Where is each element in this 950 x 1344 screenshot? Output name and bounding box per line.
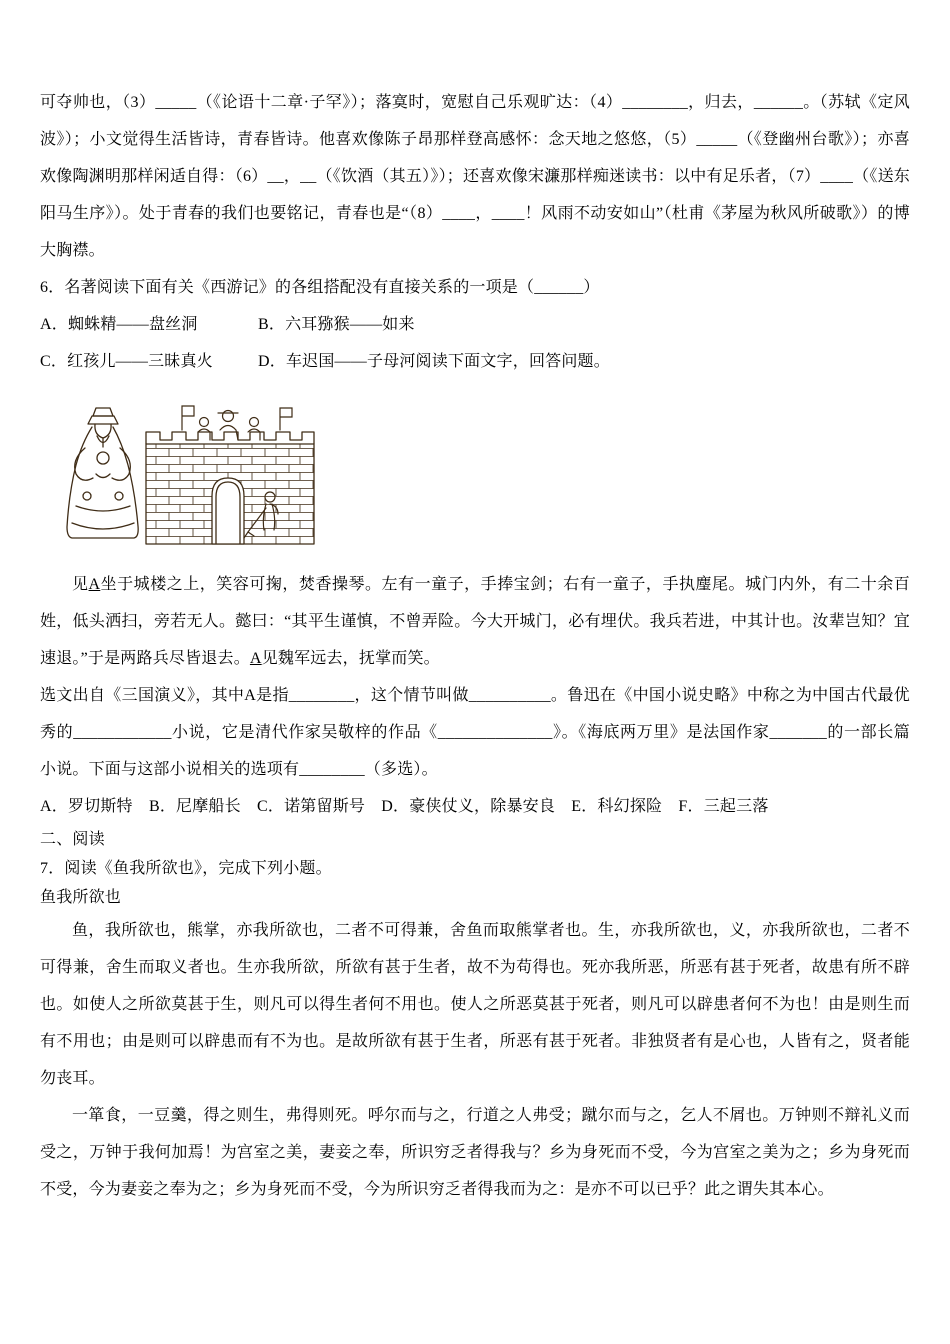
essay-title: 鱼我所欲也: [40, 889, 122, 906]
empty-fort-svg: [42, 400, 320, 550]
q6-options-row-2: [40, 343, 910, 380]
q6-option-d: D．车迟国——子母河阅读下面文字，回答问题。: [258, 353, 610, 370]
multi-select-options-line: A．罗切斯特 B．尼摩船长 C．诺第留斯号 D．豪侠仗义，除暴安良 E．科幻探险 F．三起三落: [40, 798, 769, 815]
q6-options-row-1: [40, 306, 910, 343]
section-2-heading: 二、阅读: [40, 831, 105, 848]
sanguo-passage: 见A坐于城楼之上，笑容可掬，焚香操琴。左有一童子，手捧宝剑；右有一童子，手执麈尾。城门内外，有二十余百姓，低头洒扫，旁若无人。懿曰：“其平生谨慎，不曾弄险。今大开城门，必有埋伏。我兵若进，中其计也。汝辈岂知？宜速退。”于是两路兵尽皆退去。A见魏军远去，抚掌而笑。: [40, 576, 910, 667]
question-7-stem: 7．阅读《鱼我所欲也》，完成下列小题。: [40, 860, 332, 877]
robed-official-figure: [67, 408, 138, 538]
intro-paragraph: 可夺帅也，（3）_____（《论语十二章·子罕》）；落寞时，宽慰自己乐观旷达：（4）________，归去，______。（苏轼《定风波》）；小文觉得生活皆诗，青春皆诗。他喜欢像陈子昂那样登高感怀：念天地之悠悠，（5）_____（《登幽州台歌》）；亦喜欢像陶渊明那样闲适自得：（6）__，__（《饮酒（其五）》）；还喜欢像宋濂那样痴迷读书：以中有足乐者，（7）____（《送东阳马生序》）。处于青春的我们也要铭记，青春也是“（8）____，____！风雨不动安如山”（杜甫《茅屋为秋风所破歌》）的博大胸襟。: [40, 94, 910, 259]
essay-paragraph-1: 鱼，我所欲也，熊掌，亦我所欲也，二者不可得兼，舍鱼而取熊掌者也。生，亦我所欲也，义，亦我所欲也，二者不可得兼，舍生而取义者也。生亦我所欲，所欲有甚于生者，故不为苟得也。死亦我所恶，所恶有甚于死者，故患有所不辟也。如使人之所欲莫甚于生，则凡可以得生者何不用也。使人之所恶莫甚于死者，则凡可以辟患者何不为也！由是则生而有不用也；由是则可以辟患而有不为也。是故所欲有甚于生者，所恶有甚于死者。非独贤者有是心也，人皆有之，贤者能勿丧耳。: [40, 922, 910, 1087]
q6-option-b: B．六耳猕猴——如来: [258, 316, 415, 333]
essay-paragraph-2: 一箪食，一豆羹，得之则生，弗得则死。呼尔而与之，行道之人弗受；蹴尔而与之，乞人不屑也。万钟则不辩礼义而受之，万钟于我何加焉！为宫室之美，妻妾之奉，所识穷乏者得我与？乡为身死而不受，今为宫室之美为之；乡为身死而不受，今为妻妾之奉为之；乡为身死而不受，今为所识穷乏者得我而为之：是亦不可以已乎？此之谓失其本心。: [40, 1107, 910, 1198]
q6-option-c: C．红孩儿——三昧真火: [40, 353, 213, 370]
question-6-stem: 6．名著阅读下面有关《西游记》的各组搭配没有直接关系的一项是（______）: [40, 279, 600, 296]
city-wall: [146, 432, 314, 544]
empty-fort-strategy-illustration: [42, 400, 910, 550]
q6-option-a: A．蜘蛛精——盘丝洞: [40, 316, 198, 333]
fill-in-blanks-paragraph: 选文出自《三国演义》，其中A是指________，这个情节叫做__________。鲁迅在《中国小说史略》中称之为中国古代最优秀的____________小说，它是清代作家吴敬梓的作品《______________》。《海底两万里》是法国作家_______的一部长篇小说。下面与这部小说相关的选项有________（多选）。: [40, 687, 910, 778]
